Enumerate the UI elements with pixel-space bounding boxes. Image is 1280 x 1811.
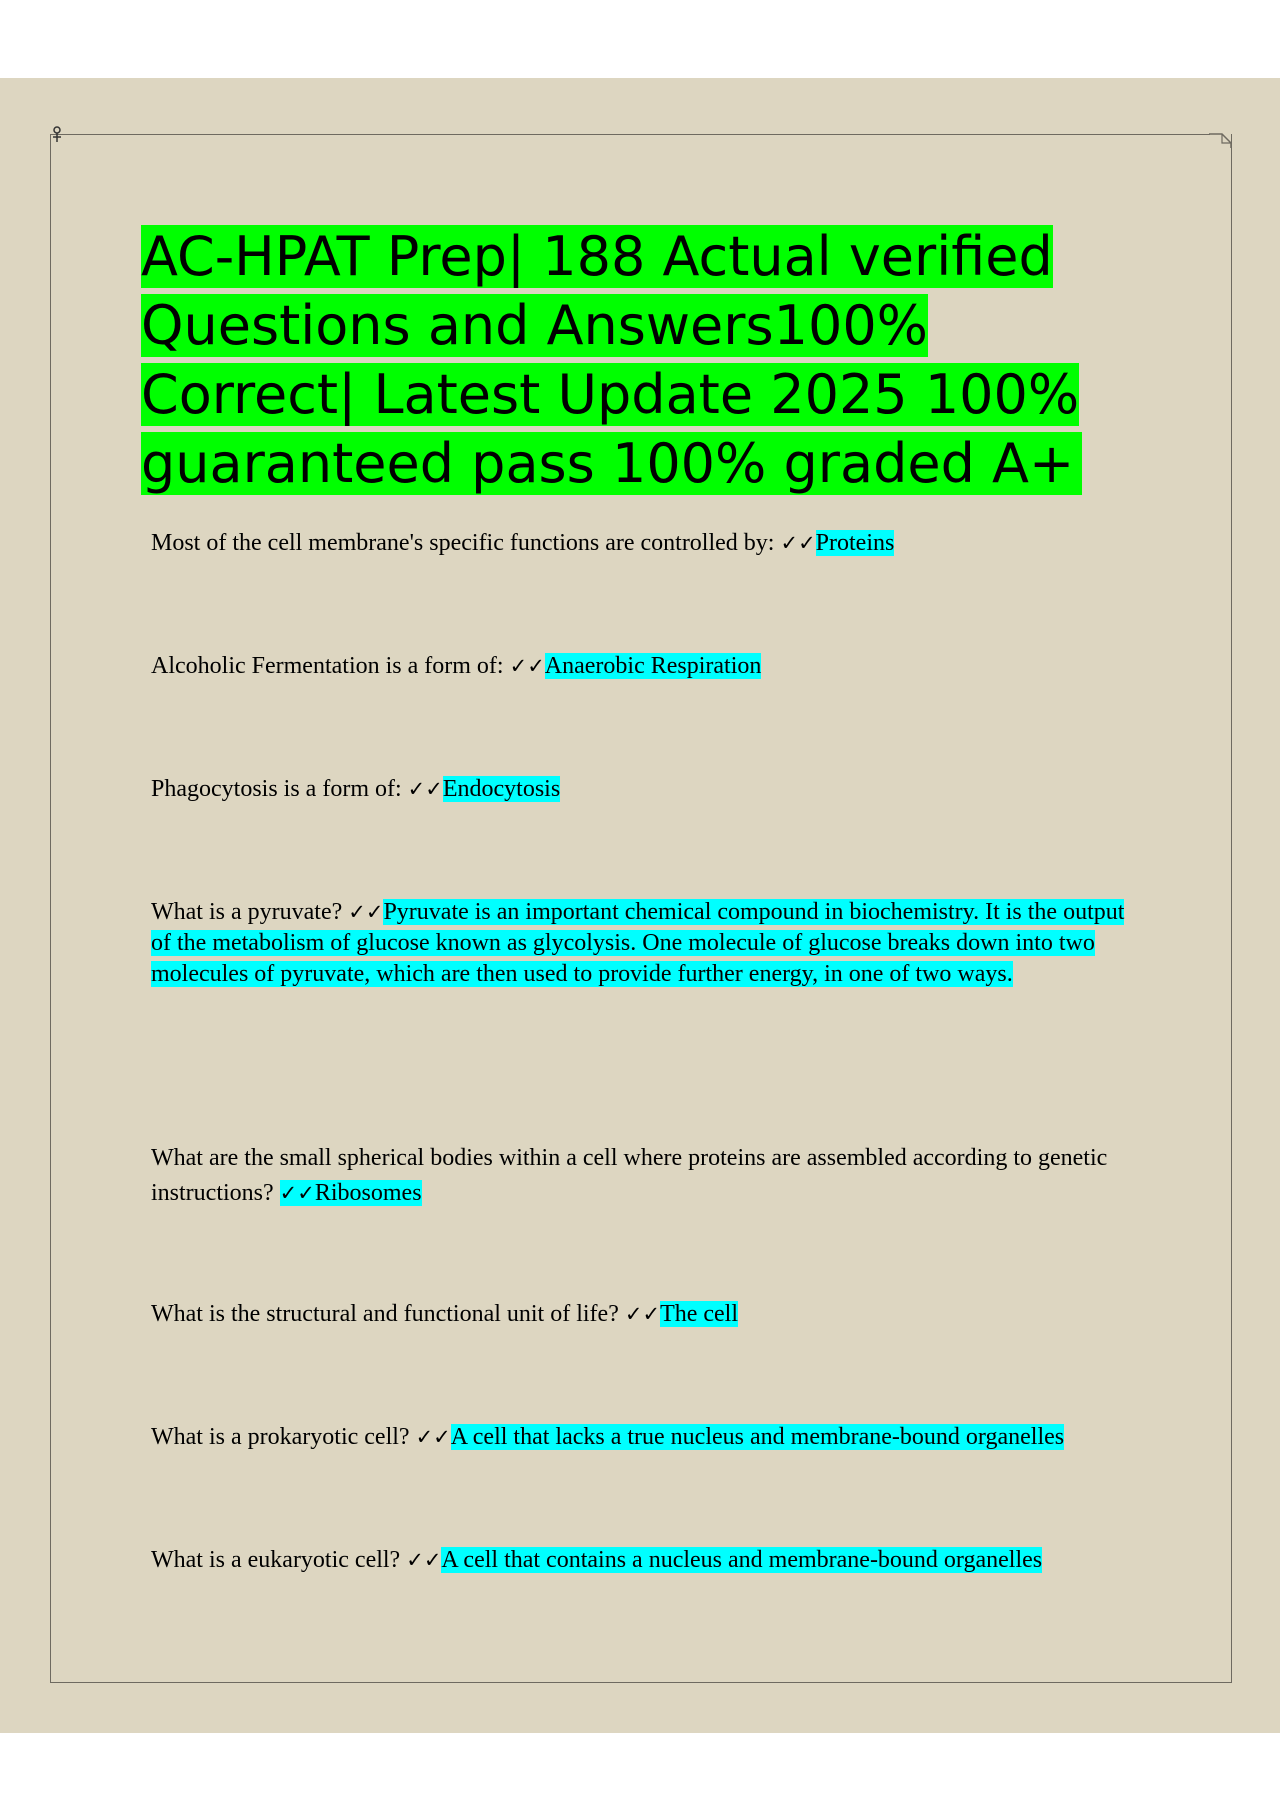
- check-mark-icon: ✓✓: [407, 777, 443, 801]
- answer-text: A cell that contains a nucleus and membrane-bound organelles: [441, 1547, 1043, 1573]
- question-text: Most of the cell membrane's specific functions are controlled by:: [151, 530, 781, 556]
- question-text: What is the structural and functional unit of life?: [151, 1301, 625, 1327]
- folded-corner-icon: [1208, 133, 1232, 149]
- answer-text: Ribosomes: [314, 1180, 422, 1206]
- check-mark-icon: ✓✓: [348, 900, 384, 924]
- page-border-top: [50, 134, 1210, 135]
- document-title: [141, 222, 1121, 498]
- qa-item-8: [151, 1545, 1211, 1576]
- check-mark-icon: ✓✓: [279, 1181, 315, 1205]
- question-text: What is a pyruvate?: [151, 899, 349, 925]
- check-mark-icon: ✓✓: [509, 654, 545, 678]
- qa-item-7: [151, 1422, 1211, 1453]
- question-text: What is a prokaryotic cell?: [151, 1424, 416, 1450]
- answer-text: A cell that lacks a true nucleus and membrane-bound organelles: [450, 1424, 1065, 1450]
- check-mark-icon: ✓✓: [624, 1302, 661, 1326]
- qa-item-1: [151, 528, 1151, 559]
- check-mark-icon: ✓✓: [406, 1548, 442, 1572]
- qa-item-2: [151, 651, 1151, 682]
- question-text: What are the small spherical bodies within a cell where proteins are assembled according to genetic instructions?: [151, 1145, 1108, 1206]
- question-text: Phagocytosis is a form of:: [151, 776, 408, 802]
- qa-item-4: [151, 897, 1136, 990]
- title-text: AC-HPAT Prep| 188 Actual verified Questions and Answers100% Correct| Latest Update 2025 100% guaranteed pass 100% graded A+: [141, 225, 1082, 495]
- qa-item-6: [151, 1299, 1151, 1330]
- answer-text: Proteins: [815, 530, 895, 556]
- anchor-icon: [50, 126, 64, 144]
- answer-text: The cell: [660, 1301, 739, 1327]
- check-mark-icon: ✓✓: [780, 531, 816, 555]
- answer-text: Pyruvate is an important chemical compound in biochemistry. It is the output of the metabolism of glucose known as glycolysis. One molecule of glucose breaks down into two molecules of pyruvate, which are then used to provide further energy, in one of two ways.: [151, 899, 1125, 987]
- qa-item-5: [151, 1141, 1111, 1211]
- question-text: What is a eukaryotic cell?: [151, 1547, 407, 1573]
- check-mark-icon: ✓✓: [415, 1425, 451, 1449]
- answer-text: Endocytosis: [442, 776, 561, 802]
- question-text: Alcoholic Fermentation is a form of:: [151, 653, 510, 679]
- qa-item-3: [151, 774, 1151, 805]
- answer-text: Anaerobic Respiration: [544, 653, 762, 679]
